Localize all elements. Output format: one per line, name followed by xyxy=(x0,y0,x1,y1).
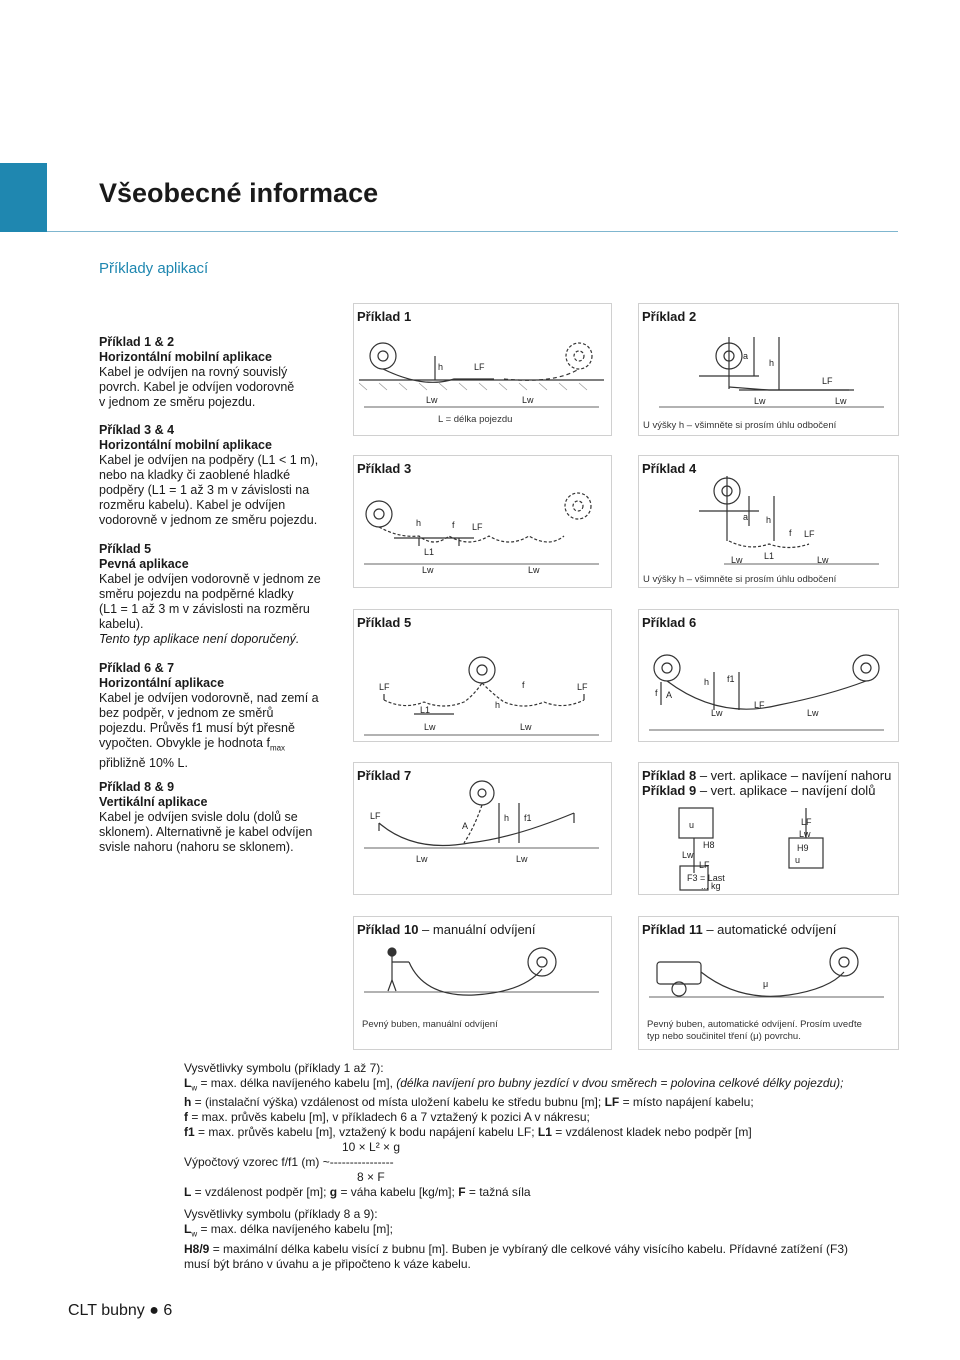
symbol-legend xyxy=(184,1061,914,1272)
panel-title: Příklad 11 – automatické odvíjení xyxy=(642,922,837,937)
label-lf: LF xyxy=(822,376,833,386)
label-a: a xyxy=(743,351,749,361)
page-title: Všeobecné informace xyxy=(99,178,379,208)
label-lw: Lw xyxy=(424,722,436,732)
label-lw: Lw xyxy=(682,850,694,860)
block-line: kabelu). xyxy=(99,617,144,631)
panel-title: Příklad 6 xyxy=(642,615,697,630)
label-lf: LF xyxy=(577,682,588,692)
label-f1: f1 xyxy=(727,674,735,684)
label-l1: L1 xyxy=(420,705,431,715)
label-lw: Lw xyxy=(817,555,829,565)
panel-title: Příklad 10 – manuální odvíjení xyxy=(357,922,536,937)
block-line: bez podpěr, v jednom ze směrů xyxy=(99,706,274,720)
example-1-panel xyxy=(353,303,612,436)
legend-line-lw: $L_w = \max$. délka navíjeného kabelu [m], (délka navíjení pro bubny jezdící v dvou směrech = polovina celkové délky pojezdu); xyxy=(184,1076,844,1093)
block-line: v jednom ze směru pojezdu. xyxy=(99,395,256,409)
description-block-8-9 xyxy=(99,780,339,855)
label-f: f xyxy=(522,680,525,690)
panel-title: Příklad 4 xyxy=(642,461,697,476)
panel-caption-line: typ nebo součinitel tření (μ) povrchu. xyxy=(647,1031,801,1042)
panel-caption-line: Pevný buben, automatické odvíjení. Prosím uveďte xyxy=(647,1019,862,1030)
example-2-panel xyxy=(638,303,899,436)
panel-caption: L = délka pojezdu xyxy=(438,414,513,425)
block-line-subscript: max xyxy=(269,743,286,753)
example-6-panel xyxy=(638,609,899,742)
block-heading: Horizontální aplikace xyxy=(99,676,225,690)
label-h8: H8 xyxy=(703,840,715,850)
block-line: rozměru kabelu). Kabel je odvíjen xyxy=(99,498,286,512)
block-line-text: vypočten. Obvykle je hodnota f xyxy=(99,736,270,750)
title-divider xyxy=(47,231,898,232)
label-lf: LF xyxy=(699,860,710,870)
description-block-3-4 xyxy=(99,423,339,528)
label-a: a xyxy=(743,512,749,522)
panel-title: Příklad 2 xyxy=(642,309,697,324)
label-l1: L1 xyxy=(764,551,775,561)
block-heading: Příklad 6 & 7 xyxy=(99,661,175,675)
panel-title-2: Příklad 9 – vert. aplikace – navíjení dolů xyxy=(642,783,876,798)
legend-line-l: L = vzdálenost podpěr [m]; g = váha kabelu [kg/m]; F = tažná síla xyxy=(184,1185,531,1200)
block-heading: Příklad 3 & 4 xyxy=(99,423,175,437)
panel-caption: U výšky h – všimněte si prosím úhlu odbočení xyxy=(643,420,837,431)
block-line: svisle nahoru (nahoru se sklonem). xyxy=(99,840,294,854)
block-line: Kabel je odvíjen svisle dolu (dolů se xyxy=(99,810,298,824)
label-u: u xyxy=(795,855,801,865)
label-lf: LF xyxy=(370,811,381,821)
legend-line-h89: H8/9 = maximální délka kabelu visící z bubnu [m]. Buben je vybíraný dle celkové váhy visícího kabelu. Přídavné zatížení (F3) xyxy=(184,1241,849,1256)
label-lw: Lw xyxy=(520,722,532,732)
example-5-diagram xyxy=(354,610,611,741)
label-l1: L1 xyxy=(424,547,435,557)
label-lw: Lw xyxy=(426,395,438,405)
block-line: Kabel je odvíjen vodorovně, nad zemí a xyxy=(99,691,319,705)
legend-line-h89-cont: musí být bráno v úvahu a je připočteno k váze kabelu. xyxy=(184,1256,471,1271)
description-block-6-7 xyxy=(99,661,339,771)
panel-title: Příklad 1 xyxy=(357,309,412,324)
block-line xyxy=(99,736,339,756)
section-subtitle: Příklady aplikací xyxy=(99,260,209,277)
label-f: f xyxy=(789,528,792,538)
example-10-panel xyxy=(353,916,612,1050)
block-heading: Příklad 5 xyxy=(99,542,152,556)
formula-denominator: 8 × F xyxy=(357,1170,385,1185)
label-lw: Lw xyxy=(754,396,766,406)
label-kg: ... kg xyxy=(701,881,721,891)
label-h: h xyxy=(504,813,510,823)
panel-caption xyxy=(647,1019,862,1043)
block-line: (L1 = 1 až 3 m v závislosti na rozměru xyxy=(99,602,310,616)
block-heading: Horizontální mobilní aplikace xyxy=(99,350,272,364)
label-lw: Lw xyxy=(516,854,528,864)
example-4-panel xyxy=(638,455,899,588)
label-lf: LF xyxy=(472,522,483,532)
label-f: f xyxy=(655,688,658,698)
block-line: Kabel je odvíjen vodorovně v jednom ze xyxy=(99,572,321,586)
label-lw: Lw xyxy=(416,854,428,864)
block-line: povrch. Kabel je odvíjen vodorovně xyxy=(99,380,295,394)
label-mu: μ xyxy=(763,979,769,989)
label-lw: Lw xyxy=(522,395,534,405)
example-3-diagram xyxy=(354,456,611,587)
example-4-diagram xyxy=(639,456,898,587)
example-3-panel xyxy=(353,455,612,588)
label-lw: Lw xyxy=(711,708,723,718)
legend-intro: Vysvětlivky symbolu (příklady 1 až 7): xyxy=(184,1061,384,1075)
label-a: A xyxy=(666,690,673,700)
label-lw: Lw xyxy=(731,555,743,565)
label-lf: LF xyxy=(804,529,815,539)
panel-title: Příklad 7 xyxy=(357,768,412,783)
label-lw: Lw xyxy=(807,708,819,718)
legend-line-lw2: $L_w = \max$. délka navíjeného kabelu [m]; xyxy=(184,1222,393,1239)
label-lw: Lw xyxy=(422,565,434,575)
label-lf: LF xyxy=(754,700,765,710)
label-f3: F3 = Last xyxy=(687,873,725,883)
label-h: h xyxy=(416,518,422,528)
example-7-diagram xyxy=(354,763,611,894)
label-lf: LF xyxy=(801,817,812,827)
label-f: f xyxy=(452,520,455,530)
label-f1: f1 xyxy=(524,813,532,823)
formula-numerator: 10 × L² × g xyxy=(342,1140,401,1155)
label-h: h xyxy=(766,515,772,525)
block-note: Tento typ aplikace není doporučený. xyxy=(99,632,300,646)
block-line: přibližně 10% L. xyxy=(99,755,188,770)
block-line: vodorovně v jednom ze směru pojezdu. xyxy=(99,513,318,527)
legend-intro: Vysvětlivky symbolu (příklady 8 a 9): xyxy=(184,1207,378,1222)
block-line: nebo na kladky či zaoblené hladké xyxy=(99,468,291,482)
example-2-diagram xyxy=(639,304,898,435)
block-line: sklonem). Alternativně je kabel odvíjen xyxy=(99,825,313,839)
block-heading: Horizontální mobilní aplikace xyxy=(99,438,272,452)
panel-title: Příklad 8 – vert. aplikace – navíjení nahoru xyxy=(642,768,892,783)
label-lw: Lw xyxy=(528,565,540,575)
label-h: h xyxy=(704,677,710,687)
block-line: Kabel je odvíjen na rovný souvislý xyxy=(99,365,288,379)
legend-line-h: h = (instalační výška) vzdálenost od místa uložení kabelu ke středu bubnu [m]; LF = místo napájení kabelu; xyxy=(184,1095,754,1110)
label-lw: Lw xyxy=(799,829,811,839)
page-footer: CLT bubny ● 6 xyxy=(68,1302,173,1319)
block-line: směru pojezdu na podpěrné kladky xyxy=(99,587,294,601)
example-7-panel xyxy=(353,762,612,895)
block-heading: Příklad 8 & 9 xyxy=(99,780,175,794)
example-5-panel xyxy=(353,609,612,742)
formula-label: Výpočtový vzorec f/f1 (m) ~---------------- xyxy=(184,1155,394,1170)
legend-line-f: f = max. průvěs kabelu [m], v příkladech 6 a 7 vztažený k pozici A v nákresu; xyxy=(184,1110,590,1125)
header-accent-bar xyxy=(0,163,47,232)
block-line: pojezdu. Průvěs f1 musí být přesně xyxy=(99,721,295,735)
example-6-diagram xyxy=(639,610,898,741)
description-block-5 xyxy=(99,542,339,647)
label-lf: LF xyxy=(379,682,390,692)
panel-caption: Pevný buben, manuální odvíjení xyxy=(362,1019,498,1030)
label-a: A xyxy=(462,821,469,831)
block-line: Kabel je odvíjen na podpěry (L1 < 1 m), xyxy=(99,453,319,467)
label-h: h xyxy=(438,362,444,372)
description-block-1-2 xyxy=(99,335,339,410)
block-heading: Pevná aplikace xyxy=(99,557,189,571)
label-lf: LF xyxy=(474,362,485,372)
example-8-9-panel xyxy=(638,762,899,895)
panel-title: Příklad 5 xyxy=(357,615,412,630)
label-lw: Lw xyxy=(835,396,847,406)
label-h9: H9 xyxy=(797,843,809,853)
label-u: u xyxy=(689,820,695,830)
label-h: h xyxy=(769,358,775,368)
label-h: h xyxy=(495,700,501,710)
example-11-panel xyxy=(638,916,899,1050)
block-heading: Vertikální aplikace xyxy=(99,795,208,809)
legend-line-f1: f1 = max. průvěs kabelu [m], vztažený k bodu napájení kabelu LF; L1 = vzdálenost kladek nebo podpěr [m] xyxy=(184,1125,752,1140)
block-heading: Příklad 1 & 2 xyxy=(99,335,175,349)
panel-caption: U výšky h – všimněte si prosím úhlu odbočení xyxy=(643,574,837,585)
example-8-9-diagram xyxy=(639,763,898,894)
panel-title: Příklad 3 xyxy=(357,461,412,476)
block-line: podpěry (L1 = 1 až 3 m v závislosti na xyxy=(99,483,310,497)
